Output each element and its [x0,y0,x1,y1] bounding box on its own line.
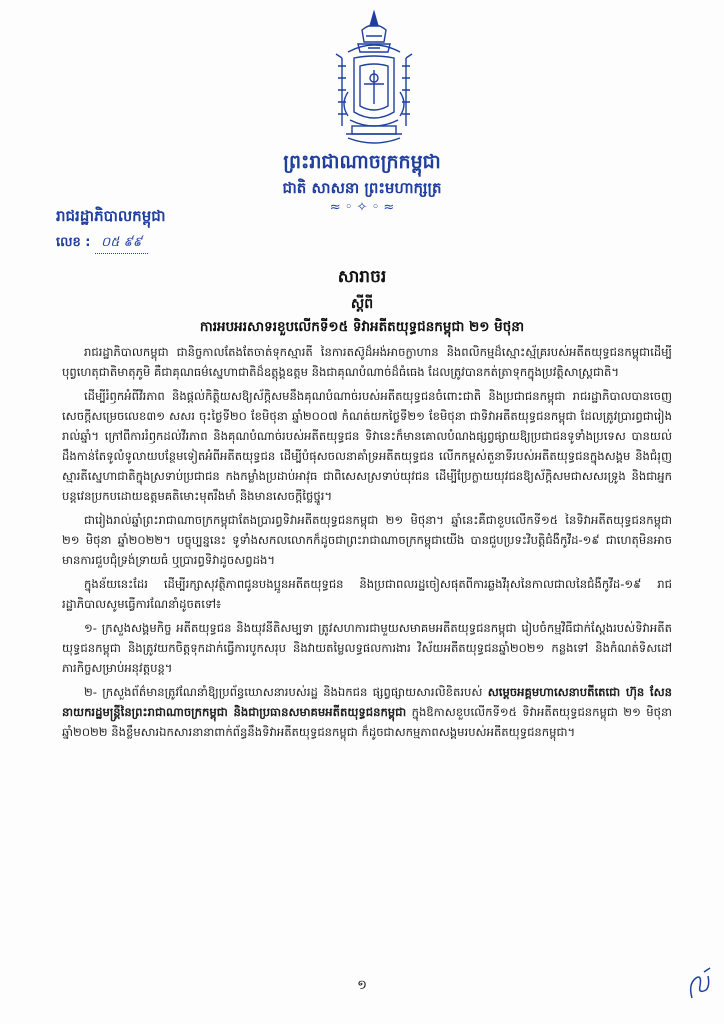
paragraph-item-2 [62,682,672,742]
national-motto: ជាតិ សាសនា ព្រះមហាក្សត្រ [282,179,442,197]
item-2-tail: ក្នុងឱកាសខួបលើកទី១៥ ទិវាអតីតយុទ្ធជនកម្ពុជា ២១ មិថុនា ឆ្នាំ២០២២ និងខ្លឹមសារឯកសារនានាពាក់ព័ន្ធនឹងទិវាអតីតយុទ្ធជនកម្ពុជា ក៏ដូចជាសកម្មភាពសង្គមរបស់អតីតយុទ្ធជនកម្ពុជា។ [62,705,672,739]
royal-coat-of-arms-icon [318,8,430,150]
paragraph-background: ដើម្បីរំឭកអំពីវីរភាព និងផ្តល់កិត្តិយសឱ្យស័ក្តិសមនឹងគុណបំណាច់របស់អតីតយុទ្ធជនចំពោះជាតិ និងប្រជាជនកម្ពុជា រាជរដ្ឋាភិបាលបានចេញសេចក្តីសម្រេចលេខ៣១ សសរ ចុះថ្ងៃទី២០ ខែមិថុនា ឆ្នាំ២០០៧ កំណត់យកថ្ងៃទី២១ ខែមិថុនា ជាទិវាអតីតយុទ្ធជនកម្ពុជា ដែលត្រូវប្រារព្ធជារៀងរាល់ឆ្នាំ។ ក្រៅពីការរំឭកដល់វីរភាព និងគុណបំណាច់របស់អតីតយុទ្ធជន ទិវានេះក៏មានគោលបំណងផ្សព្វផ្សាយឱ្យប្រជាជនទូទាំងប្រទេស បានយល់ដឹងកាន់តែទូលំទូលាយបន្ថែមទៀតអំពីអតីតយុទ្ធជន ដើម្បីបំផុសចលនាគាំទ្រអតីតយុទ្ធជន លើកកម្ពស់តួនាទីរបស់អតីតយុទ្ធជនក្នុងសង្គម និងជំរុញស្មារតីស្នេហាជាតិក្នុងស្រទាប់ប្រជាជន កងកម្លាំងប្រដាប់អាវុធ ជាពិសេសស្រទាប់យុវជន ដើម្បីប្រែក្លាយយុវជនឱ្យស័ក្តិសមជាសសរទ្រូង និងជាអ្នកបន្តវេនប្រកបដោយឧត្តមគតិមោះមុតរឹងមាំ និងមានសេចក្តីថ្លៃថ្នូរ។ [62,389,672,503]
paragraph-item-1: ១- ក្រសួងសង្គមកិច្ច អតីតយុទ្ធជន និងយុវនីតិសម្បទា ត្រូវសហការជាមួយសមាគមអតីតយុទ្ធជនកម្ពុជា រៀបចំកម្មវិធីជាក់ស្តែងរបស់ទិវាអតីតយុទ្ធជនកម្ពុជា និងត្រូវយកចិត្តទុកដាក់ធ្វើការបូកសរុប និងវាយតម្លៃលទ្ធផលការងារ វិស័យអតីតយុទ្ធជនឆ្នាំ២០២១ កន្លងទៅ និងកំណត់ទិសដៅភារកិច្ចសម្រាប់អនុវត្តបន្ត។ [62,621,672,675]
reference-label: លេខ : [56,235,91,250]
reference-number: ០៥ ៩៩ [95,234,148,254]
document-subject: ការអបអរសាទរខួបលើកទី១៥ ទិវាអតីតយុទ្ធជនកម្ពុជា ២១ មិថុនា [199,319,525,335]
paragraph-intro: រាជរដ្ឋាភិបាលកម្ពុជា ជានិច្ចកាលតែងតែចាត់ទុកស្មារតី នៃការតស៊ូដ៏អង់អាចក្លាហាន និងពលិកម្មដ៏ស្មោះស្ម័គ្ររបស់អតីតយុទ្ធជនកម្ពុជាដើម្បីបុព្វហេតុជាតិមាតុភូមិ គឺជាគុណធម៌ស្នេហាជាតិដ៏ឧត្តុង្គឧត្តម និងជាគុណបំណាច់ដ៏ធំធេង ដែលត្រូវបានកត់ត្រាទុកក្នុងប្រវត្តិសាស្ត្រជាតិ។ [62,345,672,379]
item-2-bold-name: សម្តេចអគ្គមហាសេនាបតីតេជោ ហ៊ុន សែន នាយករដ្ឋមន្ត្រីនៃព្រះរាជាណាចក្រកម្ពុជា និងជាប្រធានសមាគមអតីតយុទ្ធជនកម្ពុជា [62,685,672,719]
paragraph-anniversary: ជារៀងរាល់ឆ្នាំព្រះរាជាណាចក្រកម្ពុជាតែងប្រារព្ធទិវាអតីតយុទ្ធជនកម្ពុជា ២១ មិថុនា។ ឆ្នាំនេះគឺជាខួបលើកទី១៥ នៃទិវាអតីតយុទ្ធជនកម្ពុជា ២១ មិថុនា ឆ្នាំ២០២២។ បច្ចុប្បន្ននេះ ទូទាំងសកលលោកក៏ដូចជាព្រះរាជាណាចក្រកម្ពុជាយើង បានជួបប្រទះវិបត្តិជំងឺកូវីដ-១៩ ជាហេតុមិនអាចមានការជួបជុំទ្រង់ទ្រាយធំ ឬប្រារព្ធទិវាដូចសព្វដង។ [62,513,672,567]
issuer-name: រាជរដ្ឋាភិបាលកម្ពុជា [56,207,166,225]
document-body [62,342,672,746]
page-number: ១ [357,978,367,993]
document-about: ស្តីពី [350,296,374,312]
kingdom-name: ព្រះរាជាណាចក្រកម្ពុជា [283,151,441,173]
handwritten-initials-icon [686,964,714,1004]
reference-line [56,234,148,254]
paragraph-guidance: ក្នុងន័យនេះដែរ ដើម្បីរក្សាសុវត្ថិភាពជូនបងប្អូនអតីតយុទ្ធជន និងប្រជាពលរដ្ឋចៀសផុតពីការឆ្លងវីរុសនៃកាលជាលនៃជំងឺកូវីដ-១៩ រាជរដ្ឋាភិបាលសូមធ្វើការណែនាំដូចតទៅ៖ [62,577,672,611]
ornament-divider: ≈ ◦ ✧ ◦ ≈ [329,200,395,215]
item-2-lead: ២- ក្រសួងព័ត៌មានត្រូវណែនាំឱ្យប្រព័ន្ធឃោសនារបស់រដ្ឋ និងឯកជន ផ្សព្វផ្សាយសារលិខិតរបស់ [84,685,488,699]
document-type: សារាចរ [337,267,387,287]
